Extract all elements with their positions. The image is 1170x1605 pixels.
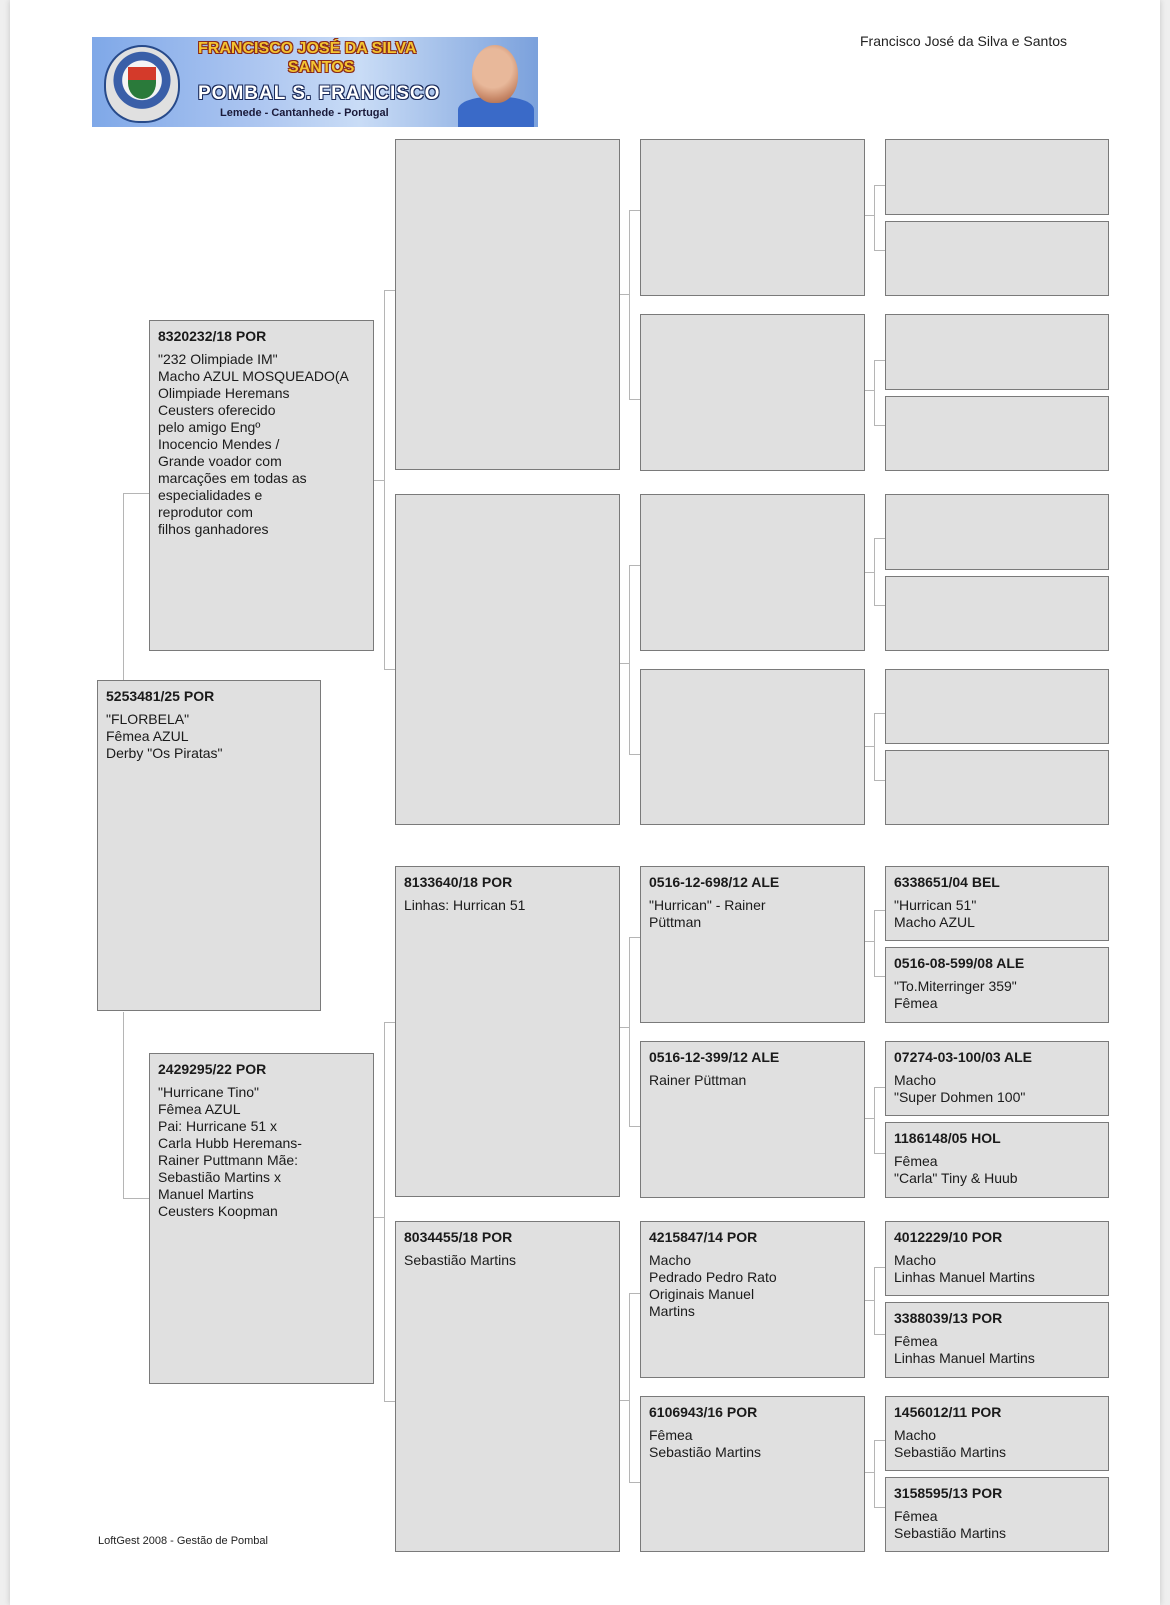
pedigree-card-gen4[interactable]: 0516-08-599/08 ALE "To.Miterringer 359" Fêmea: [885, 947, 1109, 1023]
banner-name-line1: FRANCISCO JOSÉ DA SILVA: [198, 40, 417, 57]
pedigree-card-empty[interactable]: [885, 396, 1109, 471]
municipal-crest-icon: [104, 45, 180, 123]
pedigree-card-gen3[interactable]: 4215847/14 POR Macho Pedrado Pedro Rato Originais Manuel Martins: [640, 1221, 865, 1378]
ring-number: 1456012/11 POR: [894, 1404, 1002, 1420]
pedigree-card-empty[interactable]: [640, 494, 865, 651]
ring-number: 8133640/18 POR: [404, 874, 513, 890]
pedigree-card-empty[interactable]: [640, 669, 865, 825]
pedigree-card-gen4[interactable]: 3388039/13 POR Fêmea Linhas Manuel Martins: [885, 1302, 1109, 1378]
ring-number: 2429295/22 POR: [158, 1061, 267, 1077]
pedigree-card-empty[interactable]: [885, 221, 1109, 296]
pedigree-card-empty[interactable]: [640, 139, 865, 296]
pedigree-card-empty[interactable]: [885, 576, 1109, 651]
pedigree-card-dam[interactable]: 2429295/22 POR "Hurricane Tino" Fêmea AZUL Pai: Hurricane 51 x Carla Hubb Heremans- Rainer Puttmann Mãe: Sebastião Martins x Manuel Martins Ceusters Koopman: [149, 1053, 374, 1384]
pedigree-card-empty[interactable]: [885, 494, 1109, 570]
ring-number: 6106943/16 POR: [649, 1404, 758, 1420]
pedigree-card-gen4[interactable]: 1186148/05 HOL Fêmea "Carla" Tiny & Huub: [885, 1122, 1109, 1198]
pedigree-card-gen3[interactable]: 0516-12-399/12 ALE Rainer Püttman: [640, 1041, 865, 1198]
footer-software-credit: LoftGest 2008 - Gestão de Pombal: [98, 1535, 268, 1547]
ring-number: 1186148/05 HOL: [894, 1130, 1001, 1146]
pedigree-card-empty[interactable]: [395, 494, 620, 825]
ring-number: 4012229/10 POR: [894, 1229, 1003, 1245]
pedigree-card-gen4[interactable]: 4012229/10 POR Macho Linhas Manuel Martins: [885, 1221, 1109, 1296]
ring-number: 0516-08-599/08 ALE: [894, 955, 1025, 971]
pedigree-card-empty[interactable]: [885, 314, 1109, 390]
ring-number: 5253481/25 POR: [106, 688, 215, 704]
ring-number: 8320232/18 POR: [158, 328, 267, 344]
ring-number: 4215847/14 POR: [649, 1229, 758, 1245]
pedigree-card-dam-sire[interactable]: 8133640/18 POR Linhas: Hurrican 51: [395, 866, 620, 1197]
ring-number: 07274-03-100/03 ALE: [894, 1049, 1033, 1065]
breeder-photo: [458, 39, 534, 127]
pedigree-card-gen3[interactable]: 0516-12-698/12 ALE "Hurrican" - Rainer Püttman: [640, 866, 865, 1023]
pedigree-card-gen4[interactable]: 07274-03-100/03 ALE Macho "Super Dohmen 100": [885, 1041, 1109, 1116]
pedigree-card-gen4[interactable]: 1456012/11 POR Macho Sebastião Martins: [885, 1396, 1109, 1471]
ring-number: 0516-12-399/12 ALE: [649, 1049, 780, 1065]
ring-number: 8034455/18 POR: [404, 1229, 513, 1245]
loft-banner: [92, 37, 538, 127]
pedigree-card-subject[interactable]: 5253481/25 POR "FLORBELA" Fêmea AZUL Derby "Os Piratas": [97, 680, 321, 1011]
pedigree-card-dam-dam[interactable]: 8034455/18 POR Sebastião Martins: [395, 1221, 620, 1552]
pedigree-card-empty[interactable]: [885, 750, 1109, 825]
banner-location: Lemede - Cantanhede - Portugal: [220, 107, 389, 119]
banner-name-line2: SANTOS: [288, 59, 355, 76]
ring-number: 6338651/04 BEL: [894, 874, 1000, 890]
breeder-name: Francisco José da Silva e Santos: [860, 33, 1067, 49]
pedigree-card-empty[interactable]: [885, 669, 1109, 744]
pedigree-card-empty[interactable]: [885, 139, 1109, 215]
pedigree-card-empty[interactable]: [395, 139, 620, 470]
pedigree-card-empty[interactable]: [640, 314, 865, 471]
pedigree-card-gen4[interactable]: 3158595/13 POR Fêmea Sebastião Martins: [885, 1477, 1109, 1552]
ring-number: 3388039/13 POR: [894, 1310, 1003, 1326]
pedigree-card-sire[interactable]: 8320232/18 POR "232 Olimpiade IM" Macho AZUL MOSQUEADO(A Olimpiade Heremans Ceusters oferecido pelo amigo Engº Inocencio Mendes / Grande voador com marcações em todas as especialidades e reprodutor com filhos ganhadores: [149, 320, 374, 651]
pedigree-card-gen4[interactable]: 6338651/04 BEL "Hurrican 51" Macho AZUL: [885, 866, 1109, 941]
ring-number: 0516-12-698/12 ALE: [649, 874, 780, 890]
pedigree-card-gen3[interactable]: 6106943/16 POR Fêmea Sebastião Martins: [640, 1396, 865, 1552]
banner-loft-name: POMBAL S. FRANCISCO: [198, 83, 441, 104]
ring-number: 3158595/13 POR: [894, 1485, 1003, 1501]
